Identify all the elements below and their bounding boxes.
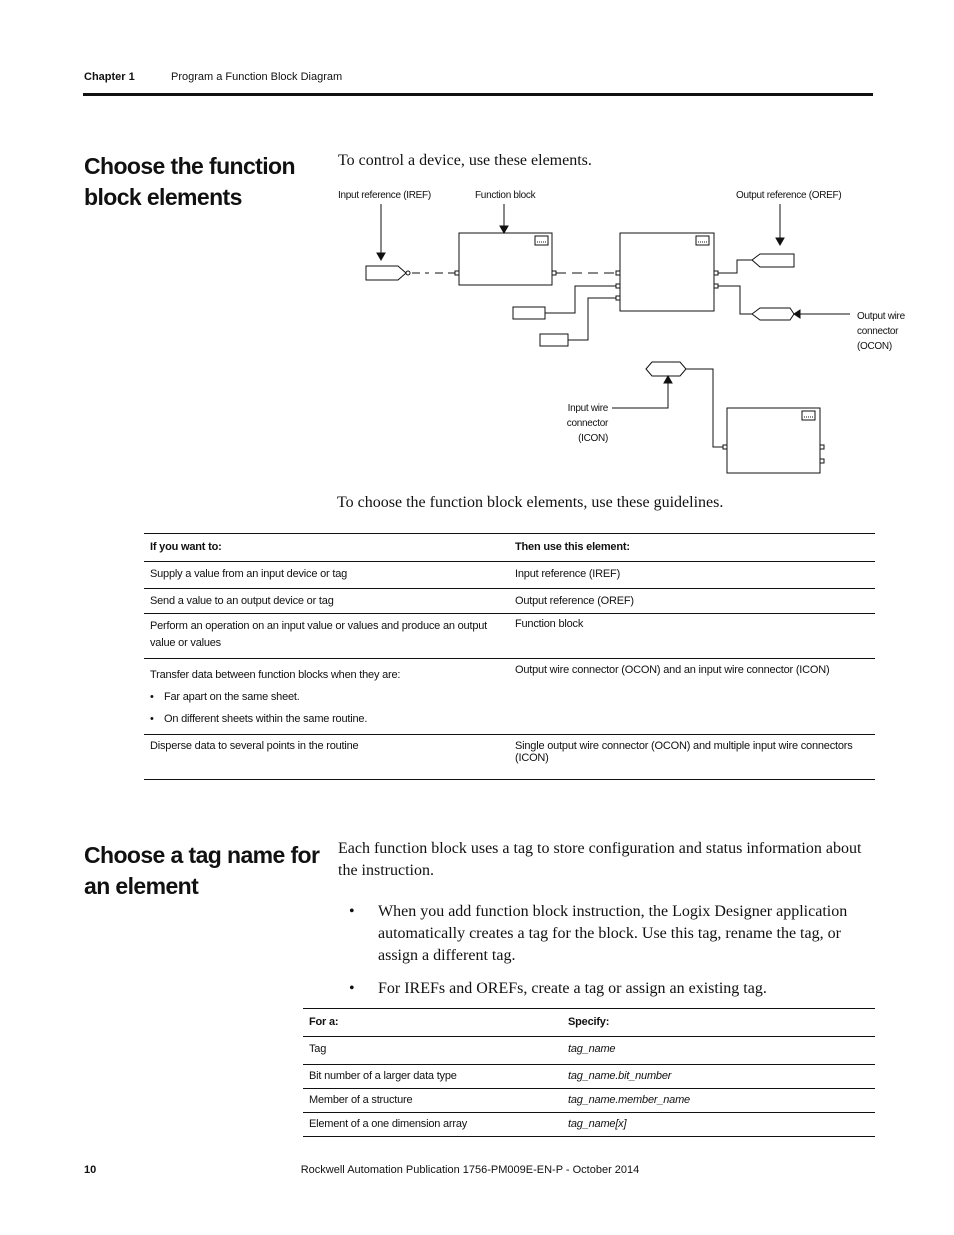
table-header: Then use this element: <box>515 541 630 553</box>
oref-shape <box>752 254 794 267</box>
tag-name-table <box>303 1008 875 1137</box>
iref-label: Input reference (IREF) <box>338 190 431 201</box>
table-cell: Transfer data between function blocks when they are: • Far apart on the same sheet. • On different sheets within the same routine. <box>144 659 509 735</box>
table-row <box>303 1037 875 1065</box>
table-header: Specify: <box>568 1016 610 1028</box>
table-cell: Output reference (OREF) <box>515 595 634 607</box>
table-header: If you want to: <box>150 541 222 553</box>
tag-name-bullets <box>349 901 869 1000</box>
ocon-shape <box>752 308 794 320</box>
fb-label: Function block <box>475 190 536 201</box>
elements-table <box>144 533 875 780</box>
function-block-diagram <box>0 0 954 500</box>
chapter-title: Program a Function Block Diagram <box>171 71 343 83</box>
table-cell: Element of a one dimension array <box>309 1118 468 1130</box>
table-cell: tag_name <box>568 1043 616 1055</box>
publication-info: Rockwell Automation Publication 1756-PM009E-EN-P - October 2014 <box>300 1164 640 1176</box>
iref-shape-3 <box>540 334 568 346</box>
oref-label: Output reference (OREF) <box>736 190 842 201</box>
function-block-1 <box>459 233 552 285</box>
table-row <box>144 735 875 780</box>
list-item: • Far apart on the same sheet. <box>150 686 503 708</box>
icon-label: Input wire connector (ICON) <box>566 403 608 444</box>
iref-shape <box>366 266 406 280</box>
page-number: 10 <box>84 1164 97 1176</box>
list-item: • When you add function block instruction, the Logix Designer application automatically creates a tag for the block. Use this tag, rename the tag, or assign a different tag. <box>349 903 848 964</box>
chapter-label: Chapter 1 <box>84 71 135 83</box>
table-cell: Single output wire connector (OCON) and multiple input wire connectors (ICON) <box>515 740 853 764</box>
section-heading-elements: Choose the function block elements <box>84 153 295 210</box>
table-row <box>303 1113 875 1137</box>
table-cell: tag_name.bit_number <box>568 1070 672 1082</box>
list-item: • For IREFs and OREFs, create a tag or assign an existing tag. <box>349 980 767 997</box>
table-row <box>144 562 875 589</box>
table-cell: Send a value to an output device or tag <box>150 595 334 607</box>
table-cell: Bit number of a larger data type <box>309 1070 457 1082</box>
tag-name-intro: Each function block uses a tag to store configuration and status information about the instruction. <box>338 840 862 879</box>
table-cell: Member of a structure <box>309 1094 413 1106</box>
table-cell: Output wire connector (OCON) and an input wire connector (ICON) <box>515 664 830 676</box>
table-cell: Disperse data to several points in the routine <box>150 740 359 752</box>
table-row <box>303 1065 875 1089</box>
table-header-row <box>303 1009 875 1037</box>
elements-intro: To control a device, use these elements. <box>338 152 592 169</box>
table-cell: tag_name.member_name <box>568 1094 690 1106</box>
table-row <box>144 589 875 614</box>
iref-arrowhead <box>377 253 385 260</box>
table-row <box>144 614 875 659</box>
table-row <box>303 1089 875 1113</box>
iref-shape-2 <box>513 307 545 319</box>
icon-shape <box>646 362 686 376</box>
table-header-row <box>144 534 875 562</box>
table-row <box>144 659 875 735</box>
table-cell: Function block <box>515 618 584 630</box>
table-cell: Tag <box>309 1043 327 1055</box>
ocon-label: Output wire connector (OCON) <box>857 311 905 352</box>
table-header: For a: <box>309 1016 339 1028</box>
function-block-3 <box>727 408 820 473</box>
table-cell: Supply a value from an input device or tag <box>150 568 348 580</box>
table-cell: Input reference (IREF) <box>515 568 621 580</box>
section-heading-tag-name: Choose a tag name for an element <box>84 842 320 899</box>
table-cell: tag_name[x] <box>568 1118 627 1130</box>
list-item: • On different sheets within the same routine. <box>150 708 503 730</box>
guidelines-text: To choose the function block elements, use these guidelines. <box>337 494 724 511</box>
table-cell: Perform an operation on an input value or values and produce an output value or values <box>150 620 488 649</box>
